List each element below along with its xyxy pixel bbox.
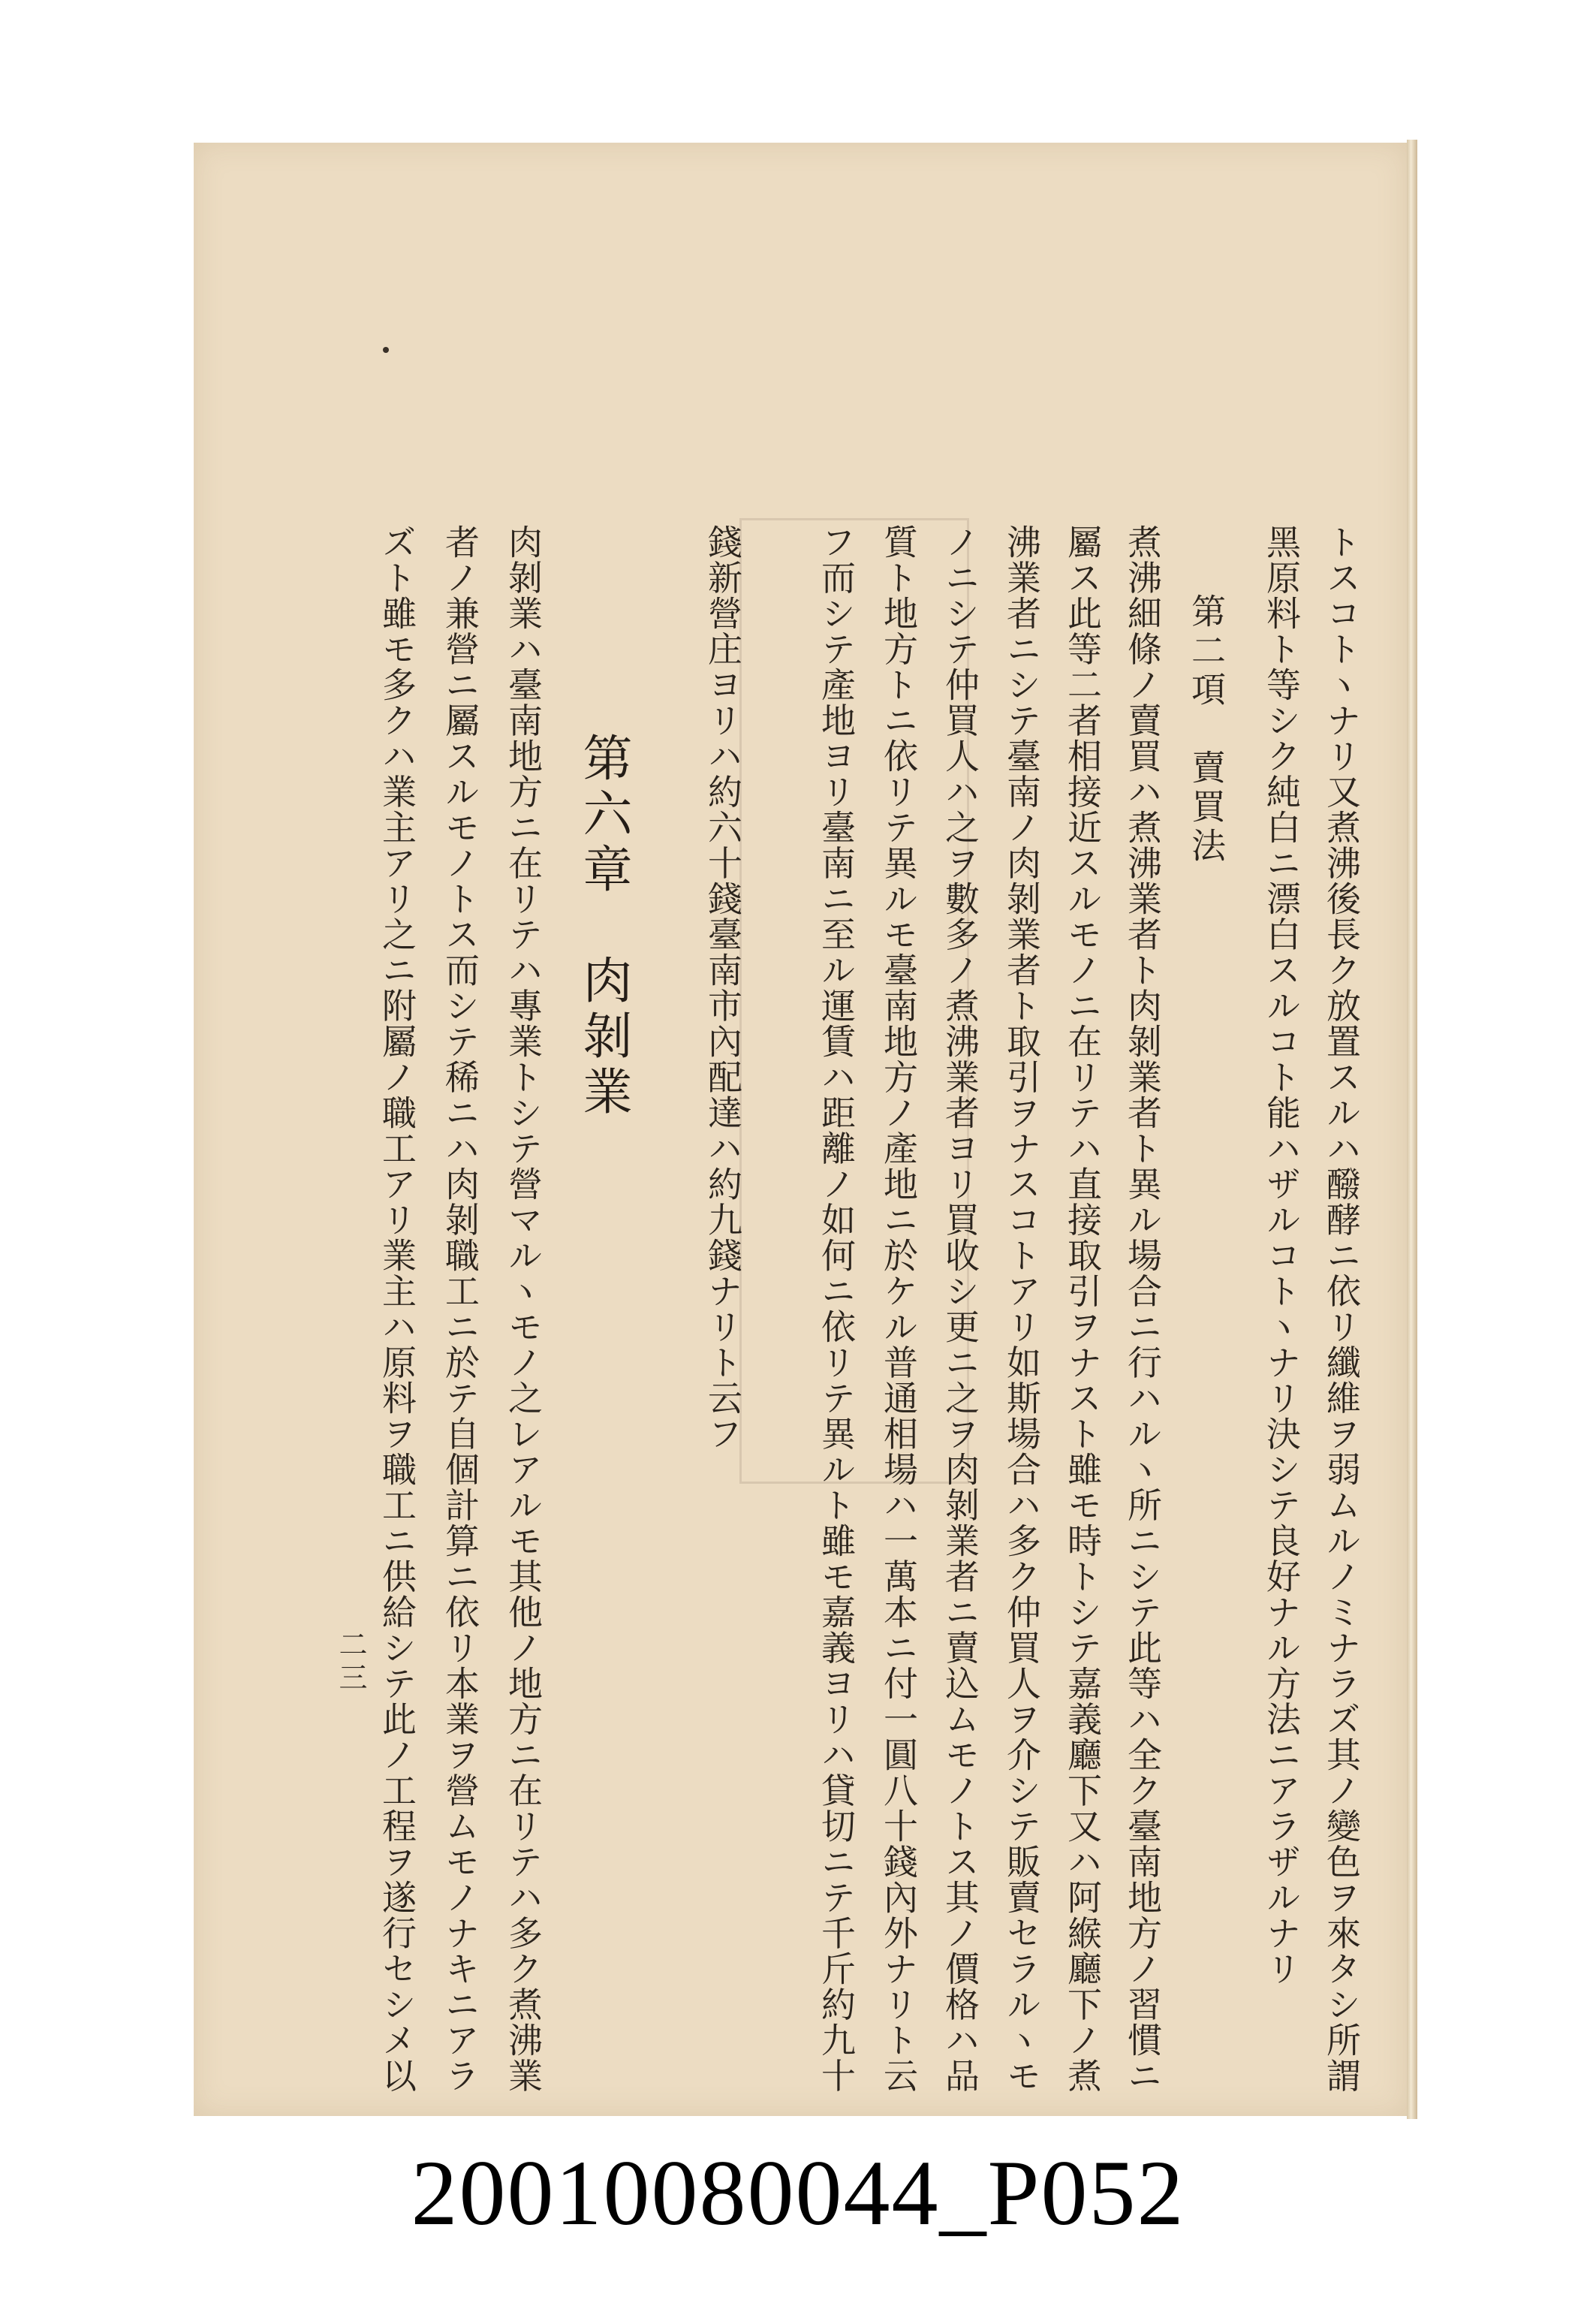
image-identifier-caption: 20010080044_P052 — [411, 2142, 1185, 2244]
text-column-2: 黑原料ト等シク純白ニ漂白スルコト能ハザルコトヽナリ決シテ良好ナル方法ニアラザルナリ — [1261, 524, 1302, 1987]
text-column-6: 沸業者ニシテ臺南ノ肉剝業者ト取引ヲナスコトアリ如斯場合ハ多ク仲買人ヲ介シテ販賣セラルヽモ — [1001, 524, 1042, 2093]
section-heading: 第二項 賣買法 — [1186, 593, 1227, 867]
text-column-8: 質ト地方トニ依リテ異ルモ臺南地方ノ產地ニ於ケル普通相場ハ一萬本ニ付一圓八十錢內外ナリト云 — [878, 524, 919, 2093]
text-column-10: 錢新營庄ヨリハ約六十錢臺南市內配達ハ約九錢ナリト云フ — [703, 524, 743, 1451]
text-column-7: ノニシテ仲買人ハ之ヲ數多ノ煮沸業者ヨリ買收シ更ニ之ヲ肉剝業者ニ賣込ムモノトス其ノ價格ハ品 — [940, 524, 980, 2093]
text-column-5: 屬ス此等二者相接近スルモノニ在リテハ直接取引ヲナスト雖モ時トシテ嘉義廳下又ハ阿緱廳下ノ煮 — [1062, 524, 1103, 2093]
text-column-9: フ而シテ產地ヨリ臺南ニ至ル運賃ハ距離ノ如何ニ依リテ異ルト雖モ嘉義ヨリハ貸切ニテ千斤約九十 — [816, 524, 857, 2093]
ink-spot — [383, 347, 389, 353]
text-column-14: ズト雖モ多クハ業主アリ之ニ附屬ノ職工アリ業主ハ原料ヲ職工ニ供給シテ此ノ工程ヲ遂行セシメ以 — [377, 524, 417, 2093]
text-column-12: 肉剝業ハ臺南地方ニ在リテハ專業トシテ營マルヽモノ之レアルモ其他ノ地方ニ在リテハ多ク煮沸業 — [503, 524, 544, 2093]
page-edge — [1407, 140, 1417, 2119]
text-column-4: 煮沸細條ノ賣買ハ煮沸業者ト肉剝業者ト異ル場合ニ行ハルヽ所ニシテ此等ハ全ク臺南地方ノ習慣ニ — [1122, 524, 1163, 2093]
text-column-13: 者ノ兼營ニ屬スルモノトス而シテ稀ニハ肉剝職工ニ於テ自個計算ニ依リ本業ヲ營ムモノナキニアラ — [440, 524, 480, 2093]
text-column-1: トスコトヽナリ又煮沸後長ク放置スルハ醱酵ニ依リ纖維ヲ弱ムルノミナラズ其ノ變色ヲ來タシ所謂 — [1321, 524, 1362, 2093]
chapter-heading: 第六章 肉剝業 — [574, 732, 632, 1121]
page-number: 二三 — [334, 1629, 367, 1696]
